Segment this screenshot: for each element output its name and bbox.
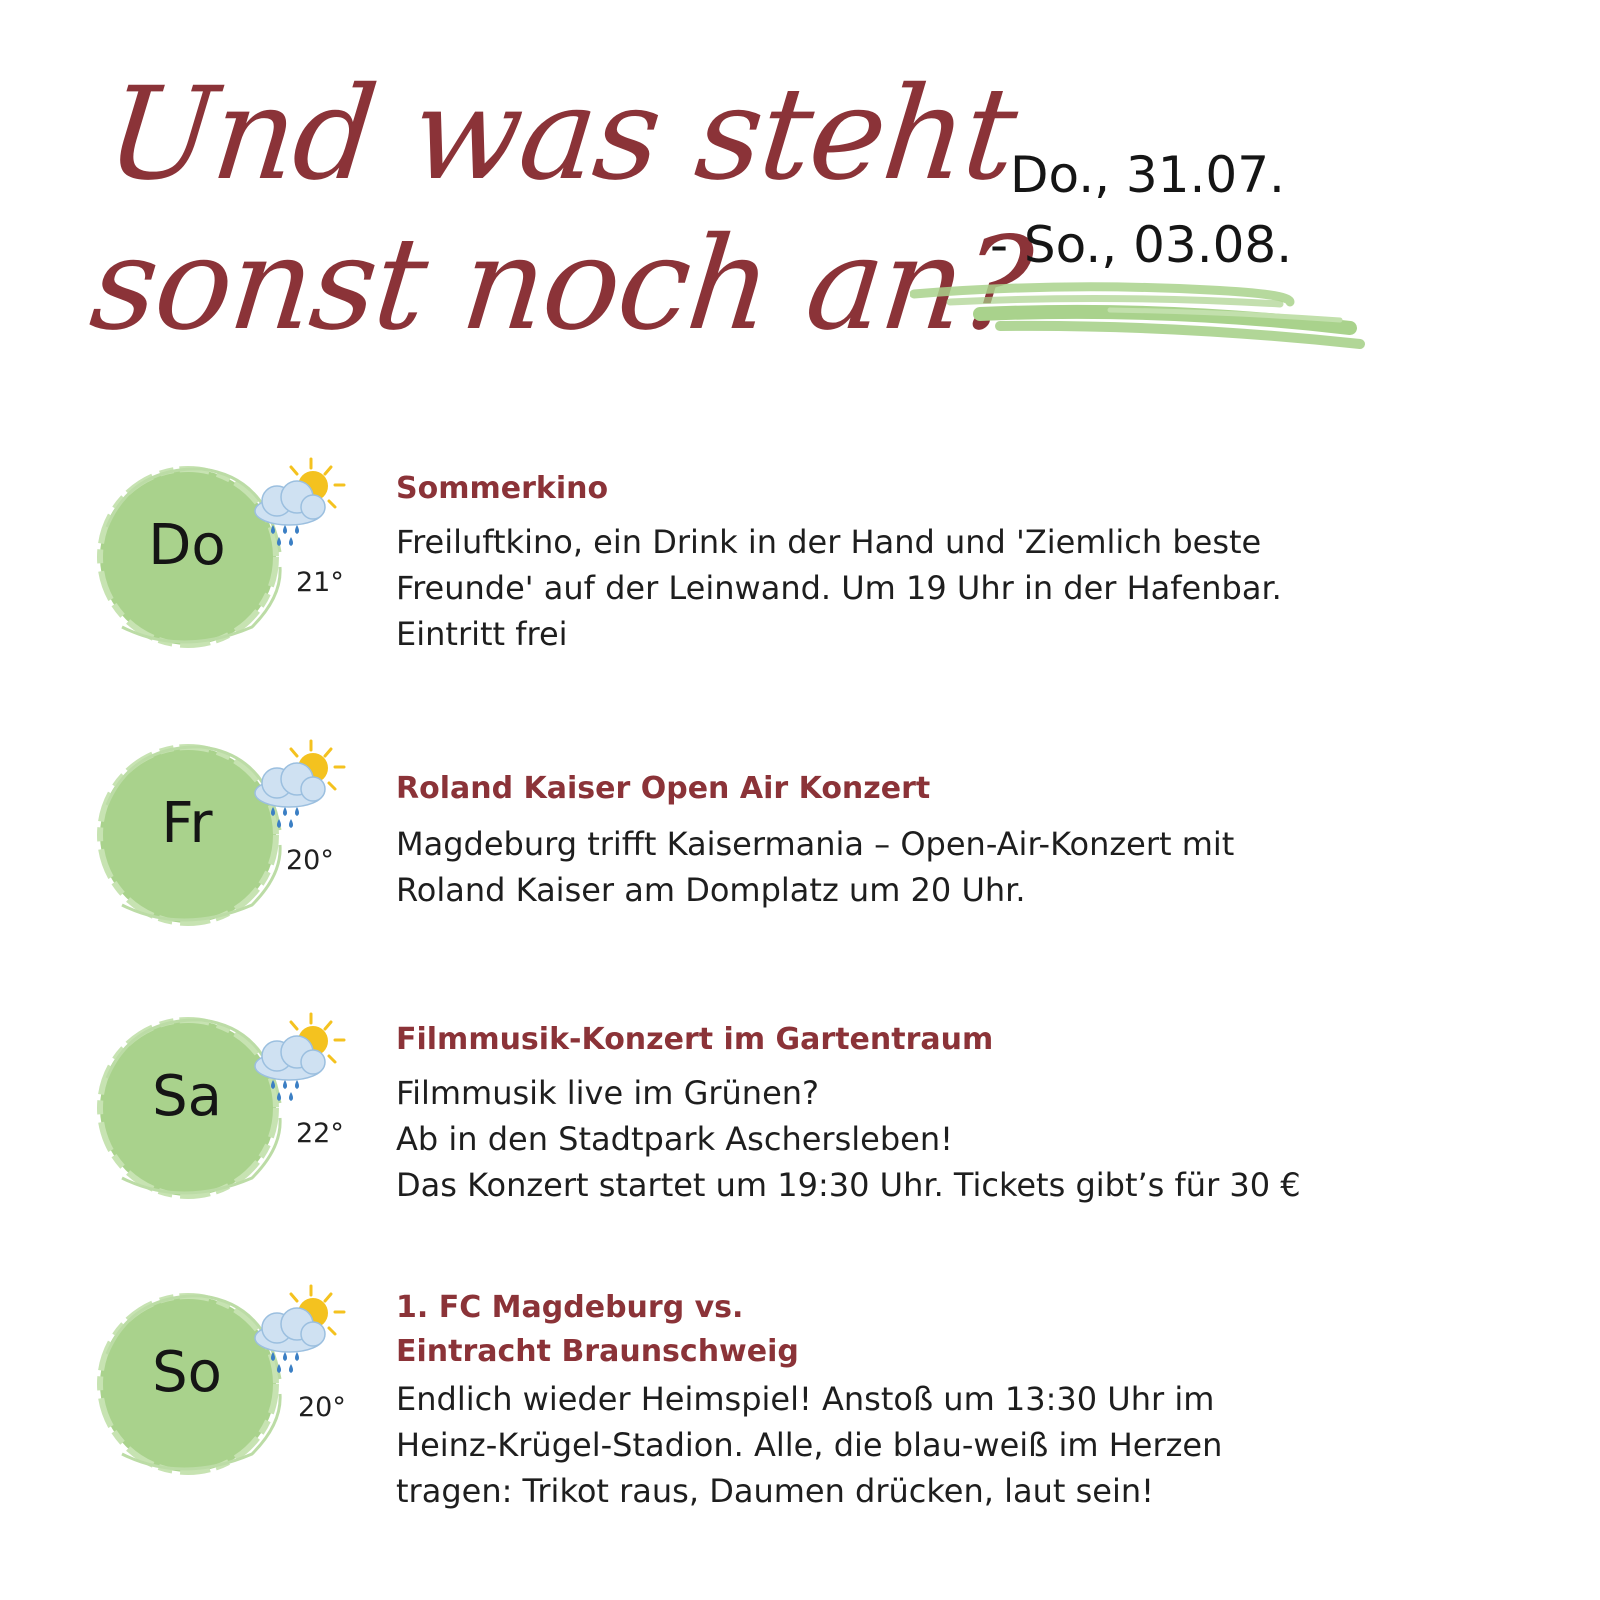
date-range [990,140,1370,280]
temperature: 20° [286,845,334,876]
event-description-line: tragen: Trikot raus, Daumen drücken, laut sein! [396,1472,1154,1510]
event-text [396,1018,1586,1208]
day-label: So [152,1340,222,1405]
green-brush-stroke [910,280,1370,360]
event-description-line: Magdeburg trifft Kaisermania – Open-Air-Konzert mit [396,825,1235,863]
event-description [396,1070,1586,1208]
temperature: 21° [296,567,344,598]
event-title: Roland Kaiser Open Air Konzert [396,771,931,806]
sun-behind-rain-cloud-icon [245,1282,355,1382]
event-text [396,1286,1586,1514]
event-description-line: Roland Kaiser am Domplatz um 20 Uhr. [396,871,1026,909]
sun-behind-rain-cloud-icon [245,737,355,837]
page-title [84,60,1052,360]
event-description-line: Freunde' auf der Leinwand. Um 19 Uhr in der Hafenbar. [396,569,1282,607]
date-range-end: - So., 03.08. [990,216,1293,274]
event-description-line: Eintritt frei [396,615,568,653]
sun-behind-rain-cloud-icon [245,1010,355,1110]
event-title [396,1286,1586,1374]
page-title-line-1: Und was steht [100,60,1022,209]
event-title-line: 1. FC Magdeburg vs. [396,1290,744,1325]
page-title-line-2: sonst noch an? [84,210,1037,359]
event-title: Filmmusik-Konzert im Gartentraum [396,1022,994,1057]
event-description-line: Filmmusik live im Grünen? [396,1074,820,1112]
event-description [396,821,1586,913]
temperature: 20° [298,1392,346,1423]
event-description [396,519,1586,657]
sun-behind-rain-cloud-icon [245,455,355,555]
date-range-start: Do., 31.07. [1010,146,1285,204]
temperature: 22° [296,1118,344,1149]
event-text [396,467,1586,657]
day-label: Fr [161,791,213,856]
day-label: Do [148,513,226,578]
event-description [396,1376,1586,1514]
event-description-line: Freiluftkino, ein Drink in der Hand und 'Ziemlich beste [396,523,1262,561]
event-title: Sommerkino [396,471,609,506]
event-description-line: Heinz-Krügel-Stadion. Alle, die blau-weiß im Herzen [396,1426,1223,1464]
event-description-line: Das Konzert startet um 19:30 Uhr. Tickets gibt’s für 30 € [396,1166,1301,1204]
event-text [396,767,1586,913]
day-label: Sa [152,1064,222,1129]
event-description-line: Endlich wieder Heimspiel! Anstoß um 13:30 Uhr im [396,1380,1215,1418]
event-title-line: Eintracht Braunschweig [396,1334,799,1369]
event-description-line: Ab in den Stadtpark Aschersleben! [396,1120,953,1158]
